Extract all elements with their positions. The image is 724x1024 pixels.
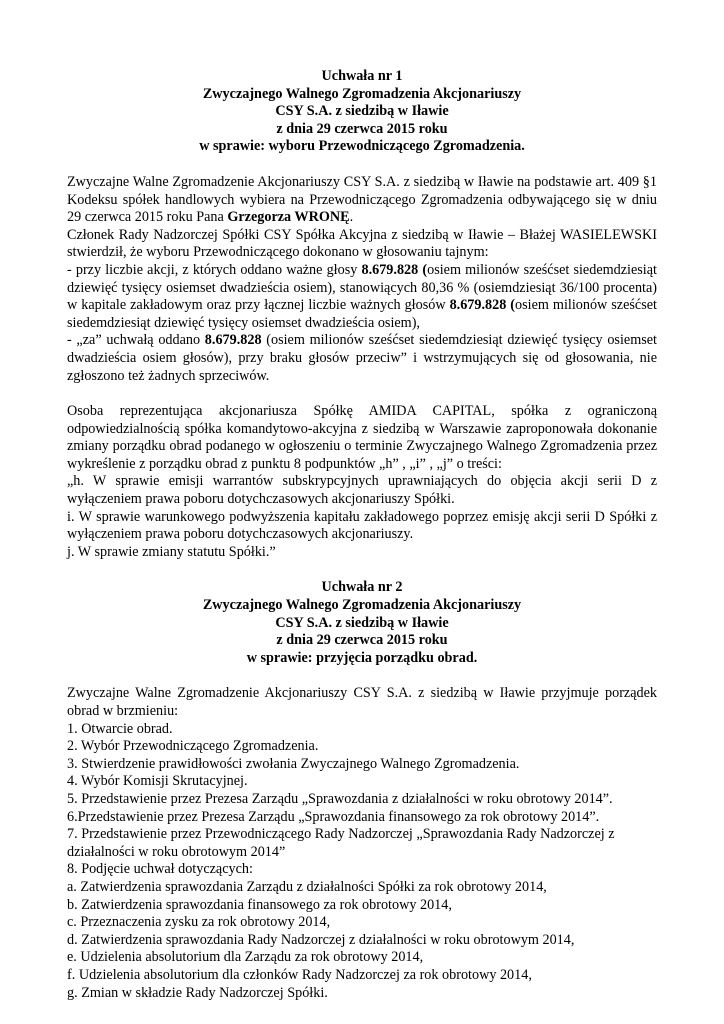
list-item: 8. Podjęcie uchwał dotyczących: xyxy=(67,861,253,878)
text-span: Zwyczajne Walne Zgromadzenie Akcjonariuszy CSY S.A. z siedzibą w Iławie na podstawie art. 409 §1 Kodeksu spółek handlowych wybiera na Przewodniczącego Zgromadzenia odbywającego się w dniu 29 czerwca 2015 roku Pana xyxy=(67,173,657,226)
text-span: . xyxy=(349,209,354,226)
list-item: e. Udzielenia absolutorium dla Zarządu za rok obrotowy 2014, xyxy=(67,949,424,966)
text-span: osiem milionów sześćset siedemdziesiąt dziewięć tysięcy osiemset dwadzieścia osiem), stanowiących 80,36 % (osiemdziesiąt 36/100 procenta) w kapitale zakładowym oraz przy łącznej liczbie ważnych głosów xyxy=(67,261,657,314)
chairman-election-paragraph xyxy=(67,174,657,227)
text-span: osiem milionów sześćset siedemdziesiąt dziewięć tysięcy osiemset dwadzieścia osiem), xyxy=(67,297,657,331)
list-item: 4. Wybór Komisji Skrutacyjnej. xyxy=(67,773,248,790)
resolution-2-body: Zwyczajnego Walnego Zgromadzenia Akcjonariuszy xyxy=(202,597,522,614)
agenda-change-proposal: Osoba reprezentująca akcjonariusza Spółkę AMIDA CAPITAL, spółka z ograniczoną odpowiedzialnością spółka komandytowo-akcyjna z siedzibą w Warszawie zaproponowała dokonanie zmiany porządku obrad podanego w ogłoszeniu o terminie Zwyczajnego Walnego Zgromadzenia przez wykreślenie z porządku obrad z punktu 8 podpunktów „h” , „i” , „j” o treści: xyxy=(67,403,657,472)
removed-item-h: „h. W sprawie emisji warrantów subskrypcyjnych uprawniających do objęcia akcji serii D z wyłączeniem prawa poboru dotychczasowych akcjonariuszy Spółki. xyxy=(67,473,657,508)
vote-shares-paragraph xyxy=(67,262,657,332)
vote-result-paragraph xyxy=(67,332,657,385)
resolution-2-date: z dnia 29 czerwca 2015 roku xyxy=(276,632,448,649)
share-count: 8.679.828 ( xyxy=(361,261,428,278)
chairman-name: Grzegorza WRONĘ xyxy=(227,209,350,226)
removed-item-j: j. W sprawie zmiany statutu Spółki.” xyxy=(67,543,276,560)
vote-count: 8.679.828 ( xyxy=(449,297,516,314)
list-item: c. Przeznaczenia zysku za rok obrotowy 2014, xyxy=(67,914,331,931)
text-span: - przy liczbie akcji, z których oddano ważne głosy xyxy=(67,261,362,278)
agenda-list xyxy=(67,721,657,1003)
board-member-statement: Członek Rady Nadzorczej Spółki CSY Spółka Akcyjna z siedzibą w Iławie – Błażej WASIELEWSKI stwierdził, że wyboru Przewodniczącego dokonano w głosowaniu tajnym: xyxy=(67,226,657,261)
list-item: 7. Przedstawienie przez Przewodniczącego Rady Nadzorczej „Sprawozdania Rady Nadzorczej z działalności w roku obrotowym 2014” xyxy=(67,826,615,860)
list-item: g. Zmian w składzie Rady Nadzorczej Spółki. xyxy=(67,984,328,1001)
text-span: - „za” uchwałą oddano xyxy=(67,332,205,349)
resolution-2-company: CSY S.A. z siedzibą w Iławie xyxy=(275,614,449,631)
removed-item-i: i. W sprawie warunkowego podwyższenia kapitału zakładowego poprzez emisję akcji serii D Spółki z wyłączeniem prawa poboru dotychczasowych akcjonariuszy. xyxy=(67,508,657,543)
text-span: (osiem milionów sześćset siedemdziesiąt dziewięć tysięcy osiemset dwadzieścia osiem głosów), przy braku głosów przeciw” i wstrzymujących się od głosowania, nie zgłoszono też żadnych sprzeciwów. xyxy=(67,332,657,384)
list-item: a. Zatwierdzenia sprawozdania Zarządu z działalności Spółki za rok obrotowy 2014, xyxy=(67,878,547,895)
list-item: d. Zatwierdzenia sprawozdania Rady Nadzorczej z działalności w roku obrotowym 2014, xyxy=(67,931,575,948)
list-item: 5. Przedstawienie przez Prezesa Zarządu „Sprawozdania z działalności w roku obrotowy 2014”. xyxy=(67,790,613,807)
list-item: 6.Przedstawienie przez Prezesa Zarządu „Sprawozdania finansowego za rok obrotowy 2014”. xyxy=(67,808,600,825)
list-item: b. Zatwierdzenia sprawozdania finansowego za rok obrotowy 2014, xyxy=(67,896,452,913)
list-item: 2. Wybór Przewodniczącego Zgromadzenia. xyxy=(67,738,319,755)
resolution-1 xyxy=(67,68,657,561)
resolution-1-number: Uchwała nr 1 xyxy=(321,68,403,84)
resolution-2-subject: w sprawie: przyjęcia porządku obrad. xyxy=(246,649,478,666)
document-page xyxy=(67,68,657,1002)
resolution-2-number: Uchwała nr 2 xyxy=(321,579,403,596)
list-item: 3. Stwierdzenie prawidłowości zwołania Zwyczajnego Walnego Zgromadzenia. xyxy=(67,755,520,772)
votes-for-count: 8.679.828 xyxy=(204,332,262,349)
resolution-2 xyxy=(67,579,657,1002)
resolution-1-date: z dnia 29 czerwca 2015 roku xyxy=(276,120,448,137)
resolution-1-subject: w sprawie: wyboru Przewodniczącego Zgromadzenia. xyxy=(199,138,525,155)
list-item: f. Udzielenia absolutorium dla członków Rady Nadzorczej za rok obrotowy 2014, xyxy=(67,966,532,983)
resolution-1-company: CSY S.A. z siedzibą w Iławie xyxy=(275,103,449,120)
list-item: 1. Otwarcie obrad. xyxy=(67,720,173,737)
agenda-intro: Zwyczajne Walne Zgromadzenie Akcjonariuszy CSY S.A. z siedzibą w Iławie przyjmuje porządek obrad w brzmieniu: xyxy=(67,685,657,719)
resolution-1-body: Zwyczajnego Walnego Zgromadzenia Akcjonariuszy xyxy=(202,85,522,102)
